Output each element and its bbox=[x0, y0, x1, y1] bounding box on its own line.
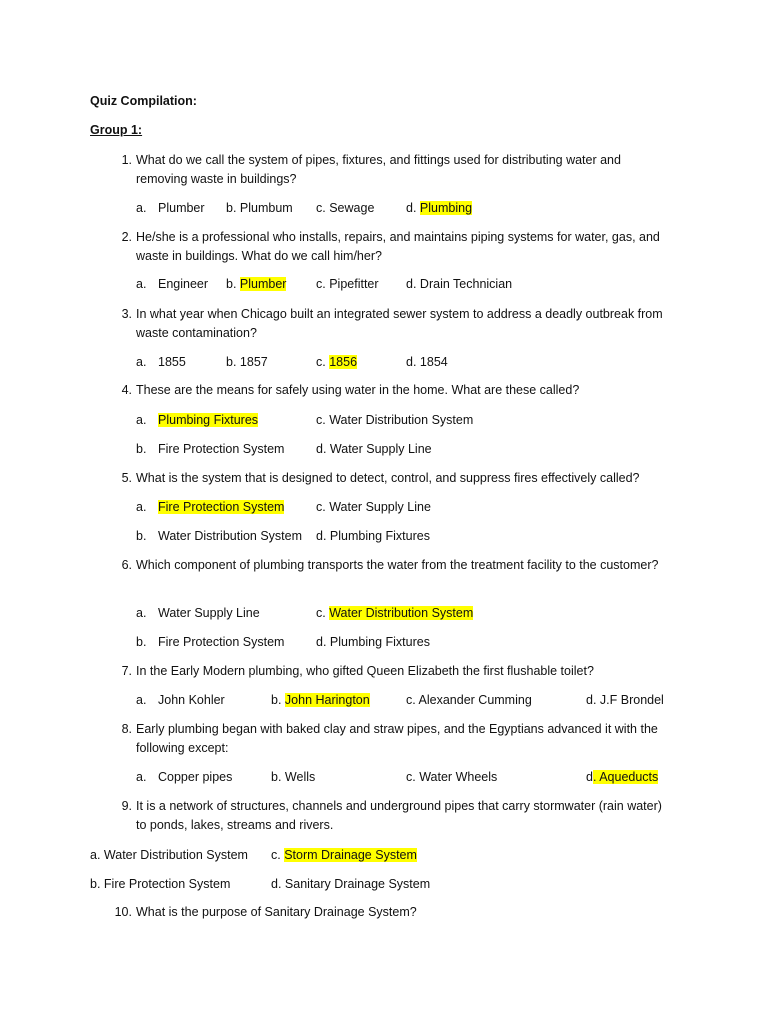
option-text: Fire Protection System bbox=[158, 442, 285, 456]
answer-option bbox=[406, 199, 472, 218]
option-letter: b. bbox=[226, 277, 237, 291]
question-text: In what year when Chicago built an integrated sewer system to address a deadly outbreak from waste contamination? bbox=[136, 307, 663, 340]
answer-option bbox=[586, 768, 658, 787]
option-letter: d. bbox=[406, 355, 417, 369]
question-text: In the Early Modern plumbing, who gifted Queen Elizabeth the first flushable toilet? bbox=[136, 664, 594, 678]
question-text: It is a network of structures, channels and underground pipes that carry stormwater (rain water) to ponds, lakes, streams and rivers. bbox=[136, 799, 662, 832]
option-text: 1857 bbox=[239, 355, 268, 369]
option-text: Plumbing Fixtures bbox=[329, 635, 430, 649]
option-letter: a. bbox=[136, 606, 147, 620]
question-number: 3. bbox=[121, 307, 132, 321]
option-text: Pipefitter bbox=[329, 277, 379, 291]
answer-option bbox=[136, 275, 208, 294]
question-number: 8. bbox=[121, 722, 132, 736]
answer-option bbox=[226, 275, 286, 294]
option-letter: d. bbox=[406, 201, 417, 215]
option-text: Water Distribution System bbox=[103, 848, 248, 862]
highlighted-answer: John Harington bbox=[284, 693, 370, 707]
answer-option bbox=[271, 768, 315, 787]
option-text: Water Supply Line bbox=[158, 606, 260, 620]
option-letter: b. bbox=[226, 355, 237, 369]
option-letter: c. bbox=[316, 201, 326, 215]
answer-option bbox=[90, 875, 230, 894]
option-letter: a. bbox=[90, 848, 101, 862]
answer-option bbox=[406, 275, 512, 294]
answer-option bbox=[586, 691, 664, 710]
option-letter: c. bbox=[316, 277, 326, 291]
answer-option bbox=[316, 440, 432, 459]
option-letter: c. bbox=[316, 413, 326, 427]
option-letter: b. bbox=[271, 770, 282, 784]
highlighted-answer: Water Distribution System bbox=[329, 606, 474, 620]
document-title: Quiz Compilation: bbox=[90, 94, 197, 108]
option-letter: b. bbox=[136, 442, 147, 456]
answer-option bbox=[316, 353, 357, 372]
option-letter: d. bbox=[271, 877, 282, 891]
option-text: Sanitary Drainage System bbox=[284, 877, 431, 891]
question-2 bbox=[114, 228, 674, 266]
answer-option bbox=[316, 604, 473, 623]
option-letter: a. bbox=[136, 277, 147, 291]
option-letter: c. bbox=[406, 770, 416, 784]
answer-option bbox=[136, 353, 186, 372]
question-4 bbox=[114, 381, 674, 400]
option-letter: d bbox=[586, 770, 593, 784]
option-letter: b. bbox=[271, 693, 282, 707]
option-letter: b. bbox=[226, 201, 237, 215]
answer-option bbox=[271, 691, 370, 710]
option-text: John Kohler bbox=[158, 693, 225, 707]
highlighted-answer: Plumbing bbox=[419, 201, 473, 215]
option-text: 1855 bbox=[158, 355, 186, 369]
option-letter: d. bbox=[316, 442, 327, 456]
option-text: Water Supply Line bbox=[329, 442, 432, 456]
question-text: Which component of plumbing transports the water from the treatment facility to the customer? bbox=[136, 558, 659, 572]
option-letter: b. bbox=[136, 635, 147, 649]
option-letter: b. bbox=[90, 877, 101, 891]
answer-option bbox=[136, 411, 258, 430]
option-text: Alexander Cumming bbox=[418, 693, 532, 707]
highlighted-answer: Storm Drainage System bbox=[284, 848, 417, 862]
question-3 bbox=[114, 305, 674, 343]
question-number: 10. bbox=[114, 905, 132, 919]
answer-option bbox=[316, 275, 379, 294]
question-number: 7. bbox=[121, 664, 132, 678]
answer-option bbox=[136, 691, 225, 710]
question-number: 2. bbox=[121, 230, 132, 244]
answer-option bbox=[136, 768, 232, 787]
question-number: 5. bbox=[121, 471, 132, 485]
option-text: Water Wheels bbox=[419, 770, 498, 784]
option-text: Engineer bbox=[158, 277, 209, 291]
question-text: What do we call the system of pipes, fixtures, and fittings used for distributing water and removing waste in buildings? bbox=[136, 153, 621, 186]
option-letter: a. bbox=[136, 201, 147, 215]
answer-option bbox=[226, 353, 268, 372]
highlighted-answer: . Aqueducts bbox=[592, 770, 659, 784]
answer-option bbox=[406, 691, 532, 710]
answer-option bbox=[271, 846, 417, 865]
answer-option bbox=[316, 633, 430, 652]
highlighted-answer: Plumber bbox=[239, 277, 287, 291]
answer-option bbox=[316, 527, 430, 546]
answer-option bbox=[406, 768, 497, 787]
answer-option bbox=[226, 199, 293, 218]
option-letter: c. bbox=[406, 693, 416, 707]
question-number: 9. bbox=[121, 799, 132, 813]
option-letter: d. bbox=[316, 635, 327, 649]
question-10 bbox=[114, 903, 674, 922]
answer-option bbox=[136, 527, 302, 546]
answer-option bbox=[136, 440, 284, 459]
answer-option bbox=[316, 199, 374, 218]
answer-option bbox=[136, 498, 284, 517]
option-text: Water Distribution System bbox=[329, 413, 474, 427]
question-text: He/she is a professional who installs, repairs, and maintains piping systems for water, gas, and waste in buildings. What do we call him/her? bbox=[136, 230, 660, 263]
option-text: Water Distribution System bbox=[158, 529, 303, 543]
answer-option bbox=[271, 875, 430, 894]
option-letter: d. bbox=[586, 693, 597, 707]
option-text: Plumbing Fixtures bbox=[329, 529, 430, 543]
option-text: Copper pipes bbox=[158, 770, 233, 784]
answer-option bbox=[136, 633, 284, 652]
question-text: Early plumbing began with baked clay and straw pipes, and the Egyptians advanced it with the following except: bbox=[136, 722, 658, 755]
group-heading: Group 1: bbox=[90, 123, 143, 137]
question-number: 1. bbox=[121, 153, 132, 167]
option-letter: c. bbox=[316, 500, 326, 514]
highlighted-answer: 1856 bbox=[329, 355, 358, 369]
option-text: Fire Protection System bbox=[158, 635, 285, 649]
option-text: Plumber bbox=[158, 201, 205, 215]
option-text: Sewage bbox=[329, 201, 375, 215]
question-5 bbox=[114, 469, 674, 488]
answer-option bbox=[316, 498, 431, 517]
option-letter: d. bbox=[406, 277, 417, 291]
option-letter: a. bbox=[136, 693, 147, 707]
answer-option bbox=[406, 353, 448, 372]
option-letter: c. bbox=[316, 606, 326, 620]
option-letter: a. bbox=[136, 770, 147, 784]
option-text: Drain Technician bbox=[419, 277, 513, 291]
question-9 bbox=[114, 797, 674, 835]
question-8 bbox=[114, 720, 674, 758]
option-letter: a. bbox=[136, 355, 147, 369]
option-letter: a. bbox=[136, 413, 147, 427]
question-1 bbox=[114, 151, 674, 189]
question-text: These are the means for safely using water in the home. What are these called? bbox=[136, 383, 580, 397]
option-text: 1854 bbox=[419, 355, 448, 369]
option-letter: a. bbox=[136, 500, 147, 514]
option-text: Plumbum bbox=[239, 201, 293, 215]
question-7 bbox=[114, 662, 674, 681]
highlighted-answer: Fire Protection System bbox=[158, 500, 285, 514]
question-6 bbox=[114, 556, 674, 575]
answer-option bbox=[136, 604, 260, 623]
option-text: Fire Protection System bbox=[103, 877, 231, 891]
option-text: Water Supply Line bbox=[329, 500, 431, 514]
option-letter: b. bbox=[136, 529, 147, 543]
option-letter: c. bbox=[316, 355, 326, 369]
question-number: 6. bbox=[121, 558, 132, 572]
option-text: J.F Brondel bbox=[599, 693, 664, 707]
option-text: Wells bbox=[284, 770, 316, 784]
question-text: What is the system that is designed to detect, control, and suppress fires effectively called? bbox=[136, 471, 640, 485]
answer-option bbox=[136, 199, 205, 218]
option-letter: d. bbox=[316, 529, 327, 543]
answer-option bbox=[90, 846, 248, 865]
answer-option bbox=[316, 411, 473, 430]
highlighted-answer: Plumbing Fixtures bbox=[158, 413, 259, 427]
option-letter: c. bbox=[271, 848, 281, 862]
question-number: 4. bbox=[121, 383, 132, 397]
question-text: What is the purpose of Sanitary Drainage System? bbox=[136, 905, 417, 919]
